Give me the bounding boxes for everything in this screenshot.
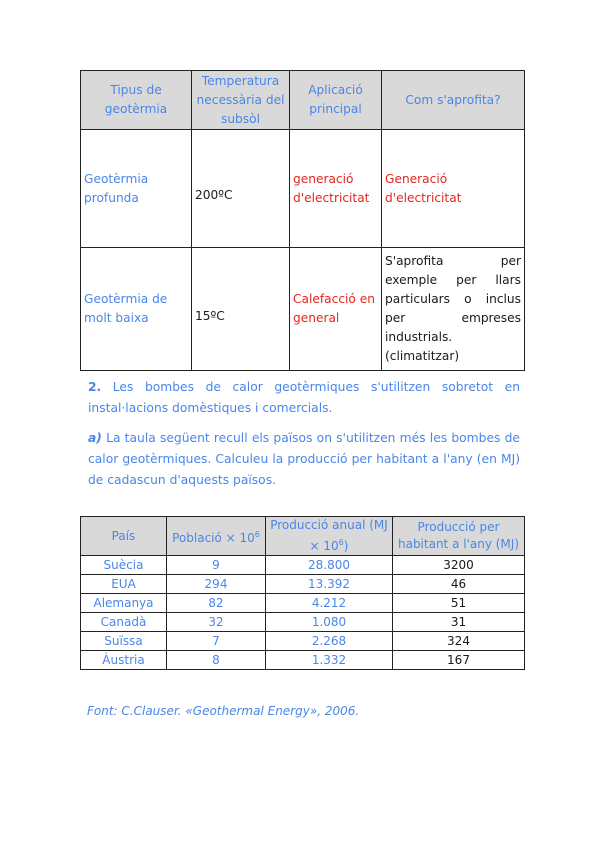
- header-cell: País: [81, 517, 167, 556]
- produccio-cell: 1.332: [266, 651, 393, 670]
- tipus-cell: Geotèrmia de molt baixa: [81, 248, 192, 371]
- header-cell: [266, 517, 393, 556]
- pais-cell: Suècia: [81, 556, 167, 575]
- heat-pump-countries-table: [80, 516, 525, 670]
- per-habitant-cell: 324: [393, 632, 525, 651]
- header-cell: Aplicació principal: [290, 71, 382, 130]
- question-text: La taula següent recull els països on s'utilitzen més les bombes de calor geotèrmiques. Calculeu la producció per habitant a l'any (en MJ) de cadascun d'aquests països.: [88, 431, 520, 487]
- header-text: ): [343, 539, 349, 553]
- header-cell: Com s'aprofita?: [382, 71, 525, 130]
- per-habitant-cell: 31: [393, 613, 525, 632]
- aplicacio-cell: generació d'electricitat: [290, 130, 382, 248]
- poblacio-cell: 82: [167, 594, 266, 613]
- header-cell: [167, 517, 266, 556]
- table-row: [81, 130, 525, 248]
- pais-cell: Àustria: [81, 651, 167, 670]
- produccio-cell: 2.268: [266, 632, 393, 651]
- question-a-paragraph: [88, 428, 520, 491]
- produccio-cell: 28.800: [266, 556, 393, 575]
- poblacio-cell: 7: [167, 632, 266, 651]
- aprofita-cell: Generació d'electricitat: [382, 130, 525, 248]
- table-row: [81, 651, 525, 670]
- table-row: [81, 613, 525, 632]
- poblacio-cell: 8: [167, 651, 266, 670]
- question-label: a): [88, 431, 102, 445]
- per-habitant-cell: 46: [393, 575, 525, 594]
- header-cell: Tipus de geotèrmia: [81, 71, 192, 130]
- source-note: Font: C.Clauser. «Geothermal Energy», 2006.: [87, 704, 360, 718]
- pais-cell: EUA: [81, 575, 167, 594]
- tipus-cell: Geotèrmia profunda: [81, 130, 192, 248]
- aplicacio-cell: Calefacció en general: [290, 248, 382, 371]
- per-habitant-cell: 3200: [393, 556, 525, 575]
- table-body: [81, 556, 525, 670]
- header-exponent: 6: [254, 529, 260, 539]
- table-header-row: [81, 71, 525, 130]
- aprofita-cell: S'aprofita per exemple per llars particulars o inclus per empreses industrials. (climatitzar): [382, 248, 525, 371]
- table-row: [81, 575, 525, 594]
- question-text: Les bombes de calor geotèrmiques s'utilitzen sobretot en instal·lacions domèstiques i comercials.: [88, 380, 520, 415]
- pais-cell: Alemanya: [81, 594, 167, 613]
- table-header-row: [81, 517, 525, 556]
- poblacio-cell: 294: [167, 575, 266, 594]
- header-cell: Producció per habitant a l'any (MJ): [393, 517, 525, 556]
- per-habitant-cell: 167: [393, 651, 525, 670]
- header-text: Població × 10: [172, 530, 255, 545]
- header-cell: Temperatura necessària del subsòl: [192, 71, 290, 130]
- header-exponent: 6: [338, 538, 344, 547]
- geothermy-types-table: [80, 70, 525, 371]
- produccio-cell: 13.392: [266, 575, 393, 594]
- header-text: Producció anual (MJ × 10: [270, 518, 388, 553]
- produccio-cell: 4.212: [266, 594, 393, 613]
- poblacio-cell: 9: [167, 556, 266, 575]
- poblacio-cell: 32: [167, 613, 266, 632]
- per-habitant-cell: 51: [393, 594, 525, 613]
- pais-cell: Canadà: [81, 613, 167, 632]
- table-row: [81, 248, 525, 371]
- question-number: 2.: [88, 380, 102, 394]
- table-row: [81, 594, 525, 613]
- pais-cell: Suïssa: [81, 632, 167, 651]
- table-row: [81, 556, 525, 575]
- temperatura-cell: 200ºC: [192, 130, 290, 248]
- produccio-cell: 1.080: [266, 613, 393, 632]
- question-2-paragraph: [88, 377, 520, 419]
- temperatura-cell: 15ºC: [192, 248, 290, 371]
- table-row: [81, 632, 525, 651]
